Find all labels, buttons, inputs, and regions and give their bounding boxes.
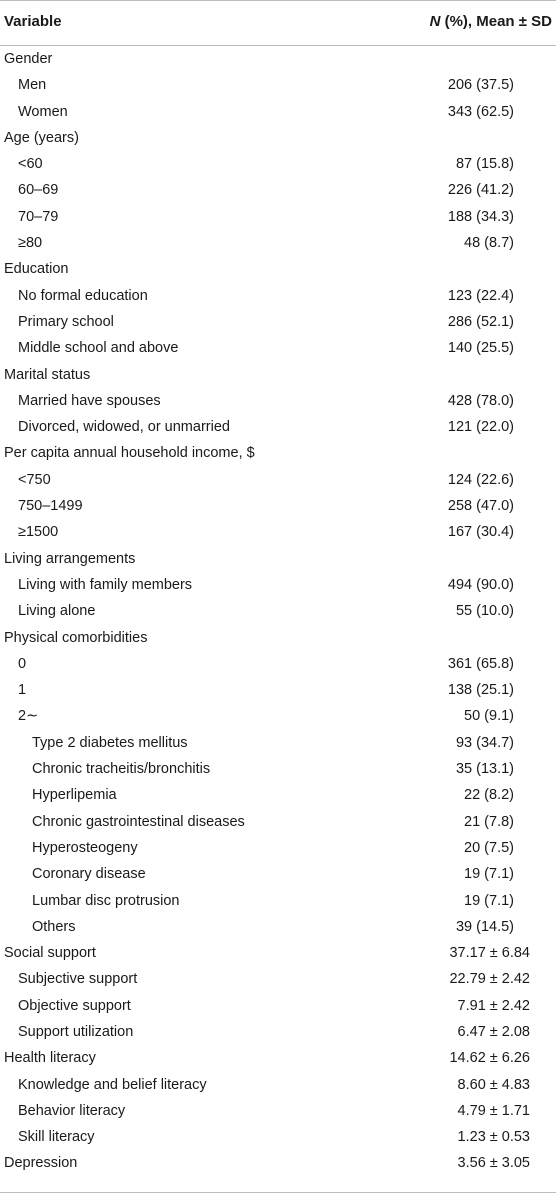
table-row bbox=[0, 1019, 556, 1045]
row-value: 121 (22.0) bbox=[447, 419, 514, 436]
header-value-rest: (%), Mean ± SD bbox=[440, 13, 552, 30]
table-row bbox=[0, 467, 556, 493]
table-row bbox=[0, 230, 556, 256]
table-row bbox=[0, 861, 556, 887]
row-label: Married have spouses bbox=[18, 392, 161, 409]
row-label: Middle school and above bbox=[18, 340, 179, 357]
row-value: 226 (41.2) bbox=[447, 182, 514, 199]
row-value: 22 (8.2) bbox=[464, 787, 514, 804]
bottom-rule bbox=[0, 1192, 556, 1193]
table-row bbox=[0, 651, 556, 677]
table-row bbox=[0, 598, 556, 624]
row-label: Health literacy bbox=[4, 1050, 96, 1067]
table-row bbox=[0, 677, 556, 703]
row-value: 361 (65.8) bbox=[447, 655, 514, 672]
row-label: Divorced, widowed, or unmarried bbox=[18, 419, 230, 436]
row-value: 428 (78.0) bbox=[447, 392, 514, 409]
row-value: 21 (7.8) bbox=[464, 813, 514, 830]
row-value: 343 (62.5) bbox=[447, 103, 514, 120]
row-value: 7.91 ± 2.42 bbox=[457, 997, 530, 1014]
row-label: Living alone bbox=[18, 603, 96, 620]
row-value: 8.60 ± 4.83 bbox=[457, 1076, 530, 1093]
row-value: 140 (25.5) bbox=[447, 340, 514, 357]
header-value bbox=[430, 13, 552, 30]
row-value: 48 (8.7) bbox=[464, 235, 514, 252]
row-value: 123 (22.4) bbox=[447, 287, 514, 304]
row-value: 494 (90.0) bbox=[447, 576, 514, 593]
row-value: 55 (10.0) bbox=[455, 603, 514, 620]
row-label: 0 bbox=[18, 655, 27, 672]
row-label: Subjective support bbox=[18, 971, 138, 988]
table-row bbox=[0, 335, 556, 361]
row-value: 6.47 ± 2.08 bbox=[457, 1023, 530, 1040]
table-row bbox=[0, 1072, 556, 1098]
row-value: 35 (13.1) bbox=[455, 761, 514, 778]
row-label: 2∼ bbox=[18, 708, 39, 725]
row-value: 19 (7.1) bbox=[464, 892, 514, 909]
table-row bbox=[0, 1124, 556, 1150]
table-row bbox=[0, 1150, 556, 1176]
table-row bbox=[0, 125, 556, 151]
row-label: Lumbar disc protrusion bbox=[32, 892, 180, 909]
row-label: Hyperlipemia bbox=[32, 787, 117, 804]
table-row bbox=[0, 283, 556, 309]
row-label: 1 bbox=[18, 682, 27, 699]
row-value: 286 (52.1) bbox=[447, 313, 514, 330]
row-label: Living with family members bbox=[18, 576, 193, 593]
row-label: 70–79 bbox=[18, 208, 59, 225]
row-label: Skill literacy bbox=[18, 1129, 95, 1146]
row-value: 188 (34.3) bbox=[447, 208, 514, 225]
table-row bbox=[0, 204, 556, 230]
table-row bbox=[0, 730, 556, 756]
table-row bbox=[0, 625, 556, 651]
row-label: Hyperosteogeny bbox=[32, 839, 138, 856]
row-label: Others bbox=[32, 918, 76, 935]
row-label: Living arrangements bbox=[4, 550, 136, 567]
row-value: 258 (47.0) bbox=[447, 498, 514, 515]
table-row bbox=[0, 1098, 556, 1124]
row-value: 50 (9.1) bbox=[464, 708, 514, 725]
row-value: 20 (7.5) bbox=[464, 839, 514, 856]
row-value: 39 (14.5) bbox=[455, 918, 514, 935]
row-value: 167 (30.4) bbox=[447, 524, 514, 541]
row-label: 60–69 bbox=[18, 182, 59, 199]
row-label: <750 bbox=[18, 471, 51, 488]
row-label: Physical comorbidities bbox=[4, 629, 148, 646]
row-value: 206 (37.5) bbox=[447, 77, 514, 94]
row-label: Coronary disease bbox=[32, 866, 146, 883]
table-row bbox=[0, 414, 556, 440]
row-value: 87 (15.8) bbox=[455, 156, 514, 173]
row-label: Support utilization bbox=[18, 1023, 134, 1040]
table-row bbox=[0, 72, 556, 98]
row-value: 14.62 ± 6.26 bbox=[449, 1050, 530, 1067]
table-row bbox=[0, 914, 556, 940]
row-value: 19 (7.1) bbox=[464, 866, 514, 883]
row-label: Gender bbox=[4, 51, 53, 67]
row-label: Per capita annual household income, $ bbox=[4, 445, 255, 462]
table-row bbox=[0, 151, 556, 177]
table-row bbox=[0, 756, 556, 782]
table-row bbox=[0, 256, 556, 282]
header-variable: Variable bbox=[4, 13, 62, 30]
table-row bbox=[0, 809, 556, 835]
table-row bbox=[0, 940, 556, 966]
table-row bbox=[0, 362, 556, 388]
row-label: Age (years) bbox=[4, 129, 79, 146]
table-row bbox=[0, 572, 556, 598]
table-body bbox=[0, 46, 556, 1177]
table-header bbox=[0, 0, 556, 46]
table-row bbox=[0, 46, 556, 72]
row-label: Objective support bbox=[18, 997, 131, 1014]
row-label: 750–1499 bbox=[18, 498, 83, 515]
row-label: Behavior literacy bbox=[18, 1102, 126, 1119]
table-row bbox=[0, 888, 556, 914]
row-label: Women bbox=[18, 103, 68, 120]
row-label: Marital status bbox=[4, 366, 91, 383]
row-label: Education bbox=[4, 261, 69, 278]
row-value: 4.79 ± 1.71 bbox=[457, 1102, 530, 1119]
table-row bbox=[0, 493, 556, 519]
row-label: Men bbox=[18, 77, 47, 94]
header-n-label: N bbox=[429, 13, 441, 30]
table-row bbox=[0, 835, 556, 861]
table-row bbox=[0, 993, 556, 1019]
table-row bbox=[0, 99, 556, 125]
row-value: 124 (22.6) bbox=[447, 471, 514, 488]
row-label: <60 bbox=[18, 156, 43, 173]
row-label: No formal education bbox=[18, 287, 148, 304]
row-label: Chronic tracheitis/bronchitis bbox=[32, 761, 211, 778]
table-row bbox=[0, 177, 556, 203]
row-label: Chronic gastrointestinal diseases bbox=[32, 813, 245, 830]
table-row bbox=[0, 388, 556, 414]
row-value: 22.79 ± 2.42 bbox=[449, 971, 530, 988]
table-row bbox=[0, 546, 556, 572]
row-label: ≥80 bbox=[18, 235, 43, 252]
table-row bbox=[0, 440, 556, 466]
table-row bbox=[0, 1045, 556, 1071]
table-row bbox=[0, 703, 556, 729]
row-label: Primary school bbox=[18, 313, 114, 330]
row-label: Type 2 diabetes mellitus bbox=[32, 734, 188, 751]
table-row bbox=[0, 782, 556, 808]
row-value: 1.23 ± 0.53 bbox=[457, 1129, 530, 1146]
row-value: 93 (34.7) bbox=[455, 734, 514, 751]
row-value: 3.56 ± 3.05 bbox=[457, 1155, 530, 1172]
table-row bbox=[0, 966, 556, 992]
row-label: Social support bbox=[4, 945, 96, 962]
row-value: 37.17 ± 6.84 bbox=[449, 945, 530, 962]
row-value: 138 (25.1) bbox=[447, 682, 514, 699]
row-label: Depression bbox=[4, 1155, 78, 1172]
table-row bbox=[0, 309, 556, 335]
row-label: Knowledge and belief literacy bbox=[18, 1076, 207, 1093]
row-label: ≥1500 bbox=[18, 524, 59, 541]
table-row bbox=[0, 519, 556, 545]
